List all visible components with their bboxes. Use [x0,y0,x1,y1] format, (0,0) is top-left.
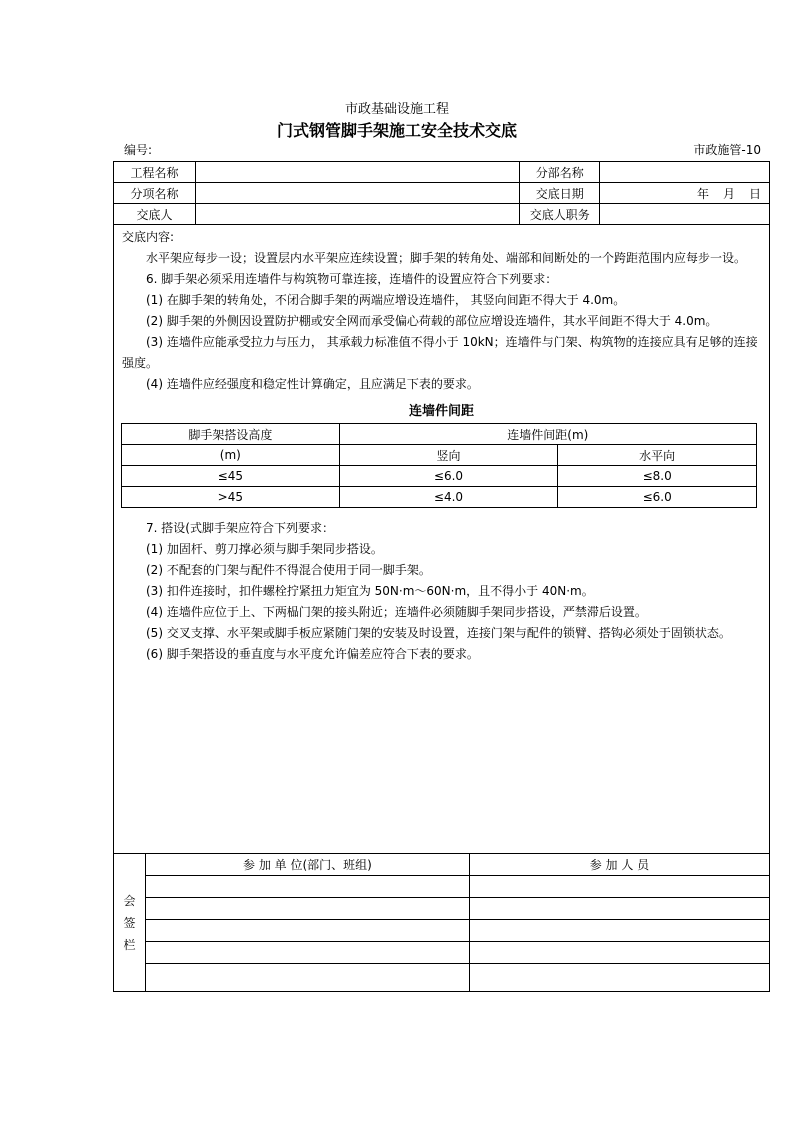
participant-field[interactable] [469,964,769,992]
unit-field[interactable] [145,876,469,898]
content-paragraph: (1) 在脚手架的转角处，不闭合脚手架的两端应增设连墙件， 其竖向间距不得大于 4.0m。 [146,293,626,307]
spacing-table-caption: 连墙件间距 [408,404,474,419]
content-paragraph: (6) 脚手架搭设的垂直度与水平度允许偏差应符合下表的要求。 [146,647,479,661]
table-cell: ≤8.0 [558,466,757,487]
content-paragraph: (4) 连墙件应位于上、下两榀门架的接头附近；连墙件必须随脚手架同步搭设，严禁滞后设置。 [146,605,647,619]
document-title: 门式钢管脚手架施工安全技术交底 [276,121,517,140]
table-row [114,920,770,942]
content-paragraph: (1) 加固杆、剪刀撑必须与脚手架同步搭设。 [146,542,383,556]
table-row [114,876,770,898]
unit-field[interactable] [145,920,469,942]
participant-field[interactable] [469,942,769,964]
content-paragraph: 6. 脚手架必须采用连墙件与构筑物可靠连接，连墙件的设置应符合下列要求： [146,272,558,286]
discloser-title-field[interactable] [600,204,770,225]
content-paragraph: (5) 交叉支撑、水平架或脚手板应紧随门架的安装及时设置，连接门架与配件的锁臂、搭钩必须处于固锁状态。 [146,626,731,640]
content-paragraph: (3) 连墙件应能承受拉力与压力， 其承载力标准值不得小于 10kN；连墙件与门架、构筑物的连接应具有足够的连接强度。 [122,335,758,370]
table-cell: ≤45 [122,466,340,487]
sign-side-char: 签 [123,915,136,930]
discloser-field[interactable] [195,204,519,225]
vertical-header: 竖向 [339,445,558,466]
content-paragraph: (3) 扣件连接时，扣件螺栓拧紧扭力矩宜为 50N·m～60N·m，且不得小于 40N·m。 [146,584,594,598]
table-row [114,964,770,992]
participant-field[interactable] [469,898,769,920]
participants-header: 参 加 人 员 [469,854,769,876]
date-month: 月 [722,186,735,201]
discloser-label: 交底人 [114,204,196,225]
sign-table [113,853,770,992]
division-field[interactable] [600,162,770,183]
content-paragraph: (4) 连墙件应经强度和稳定性计算确定，且应满足下表的要求。 [146,377,479,391]
table-row [114,898,770,920]
date-year: 年 [696,186,709,201]
height-unit-header: (m) [122,445,340,466]
table-cell: ≤6.0 [339,466,558,487]
code-value: 市政施管-10 [693,143,761,157]
subitem-field[interactable] [195,183,519,204]
header-table [113,161,770,225]
code-label: 编号: [124,143,153,157]
participant-field[interactable] [469,920,769,942]
date-day: 日 [748,186,761,201]
spacing-group-header: 连墙件间距(m) [339,424,756,445]
table-row [122,445,757,466]
height-header: 脚手架搭设高度 [122,424,340,445]
header-row [114,183,770,204]
participant-field[interactable] [469,876,769,898]
table-row [122,487,757,508]
discloser-title-label: 交底人职务 [520,204,600,225]
unit-field[interactable] [145,898,469,920]
content-paragraph: 7. 搭设(式脚手架应符合下列要求： [146,521,334,535]
content-paragraph: 水平架应每步一设；设置层内水平架应连续设置；脚手架的转角处、端部和间断处的一个跨距范围内应每步一设。 [146,251,747,265]
sign-side-label [114,854,146,992]
table-row [114,942,770,964]
content-paragraph: (2) 不配套的门架与配件不得混合使用于同一脚手架。 [146,563,431,577]
unit-field[interactable] [145,964,469,992]
unit-field[interactable] [145,942,469,964]
horizontal-header: 水平向 [558,445,757,466]
project-name-field[interactable] [195,162,519,183]
spacing-table [121,423,757,508]
content-heading: 交底内容: [122,230,175,244]
date-label: 交底日期 [520,183,600,204]
table-cell: ≤6.0 [558,487,757,508]
sign-side-char: 会 [123,893,136,908]
disclosure-content [113,225,770,853]
table-row [114,854,770,876]
header-row [114,162,770,183]
document-subtitle: 市政基础设施工程 [344,102,449,117]
table-row [122,466,757,487]
date-field[interactable] [600,183,770,204]
project-name-label: 工程名称 [114,162,196,183]
sign-side-char: 栏 [123,937,136,952]
header-row [114,204,770,225]
table-row [122,424,757,445]
participating-unit-header: 参 加 单 位(部门、班组) [145,854,469,876]
table-cell: ≤4.0 [339,487,558,508]
content-paragraph: (2) 脚手架的外侧因设置防护棚或安全网而承受偏心荷载的部位应增设连墙件，其水平间距不得大于 4.0m。 [146,314,718,328]
division-label: 分部名称 [520,162,600,183]
table-cell: >45 [122,487,340,508]
subitem-label: 分项名称 [114,183,196,204]
